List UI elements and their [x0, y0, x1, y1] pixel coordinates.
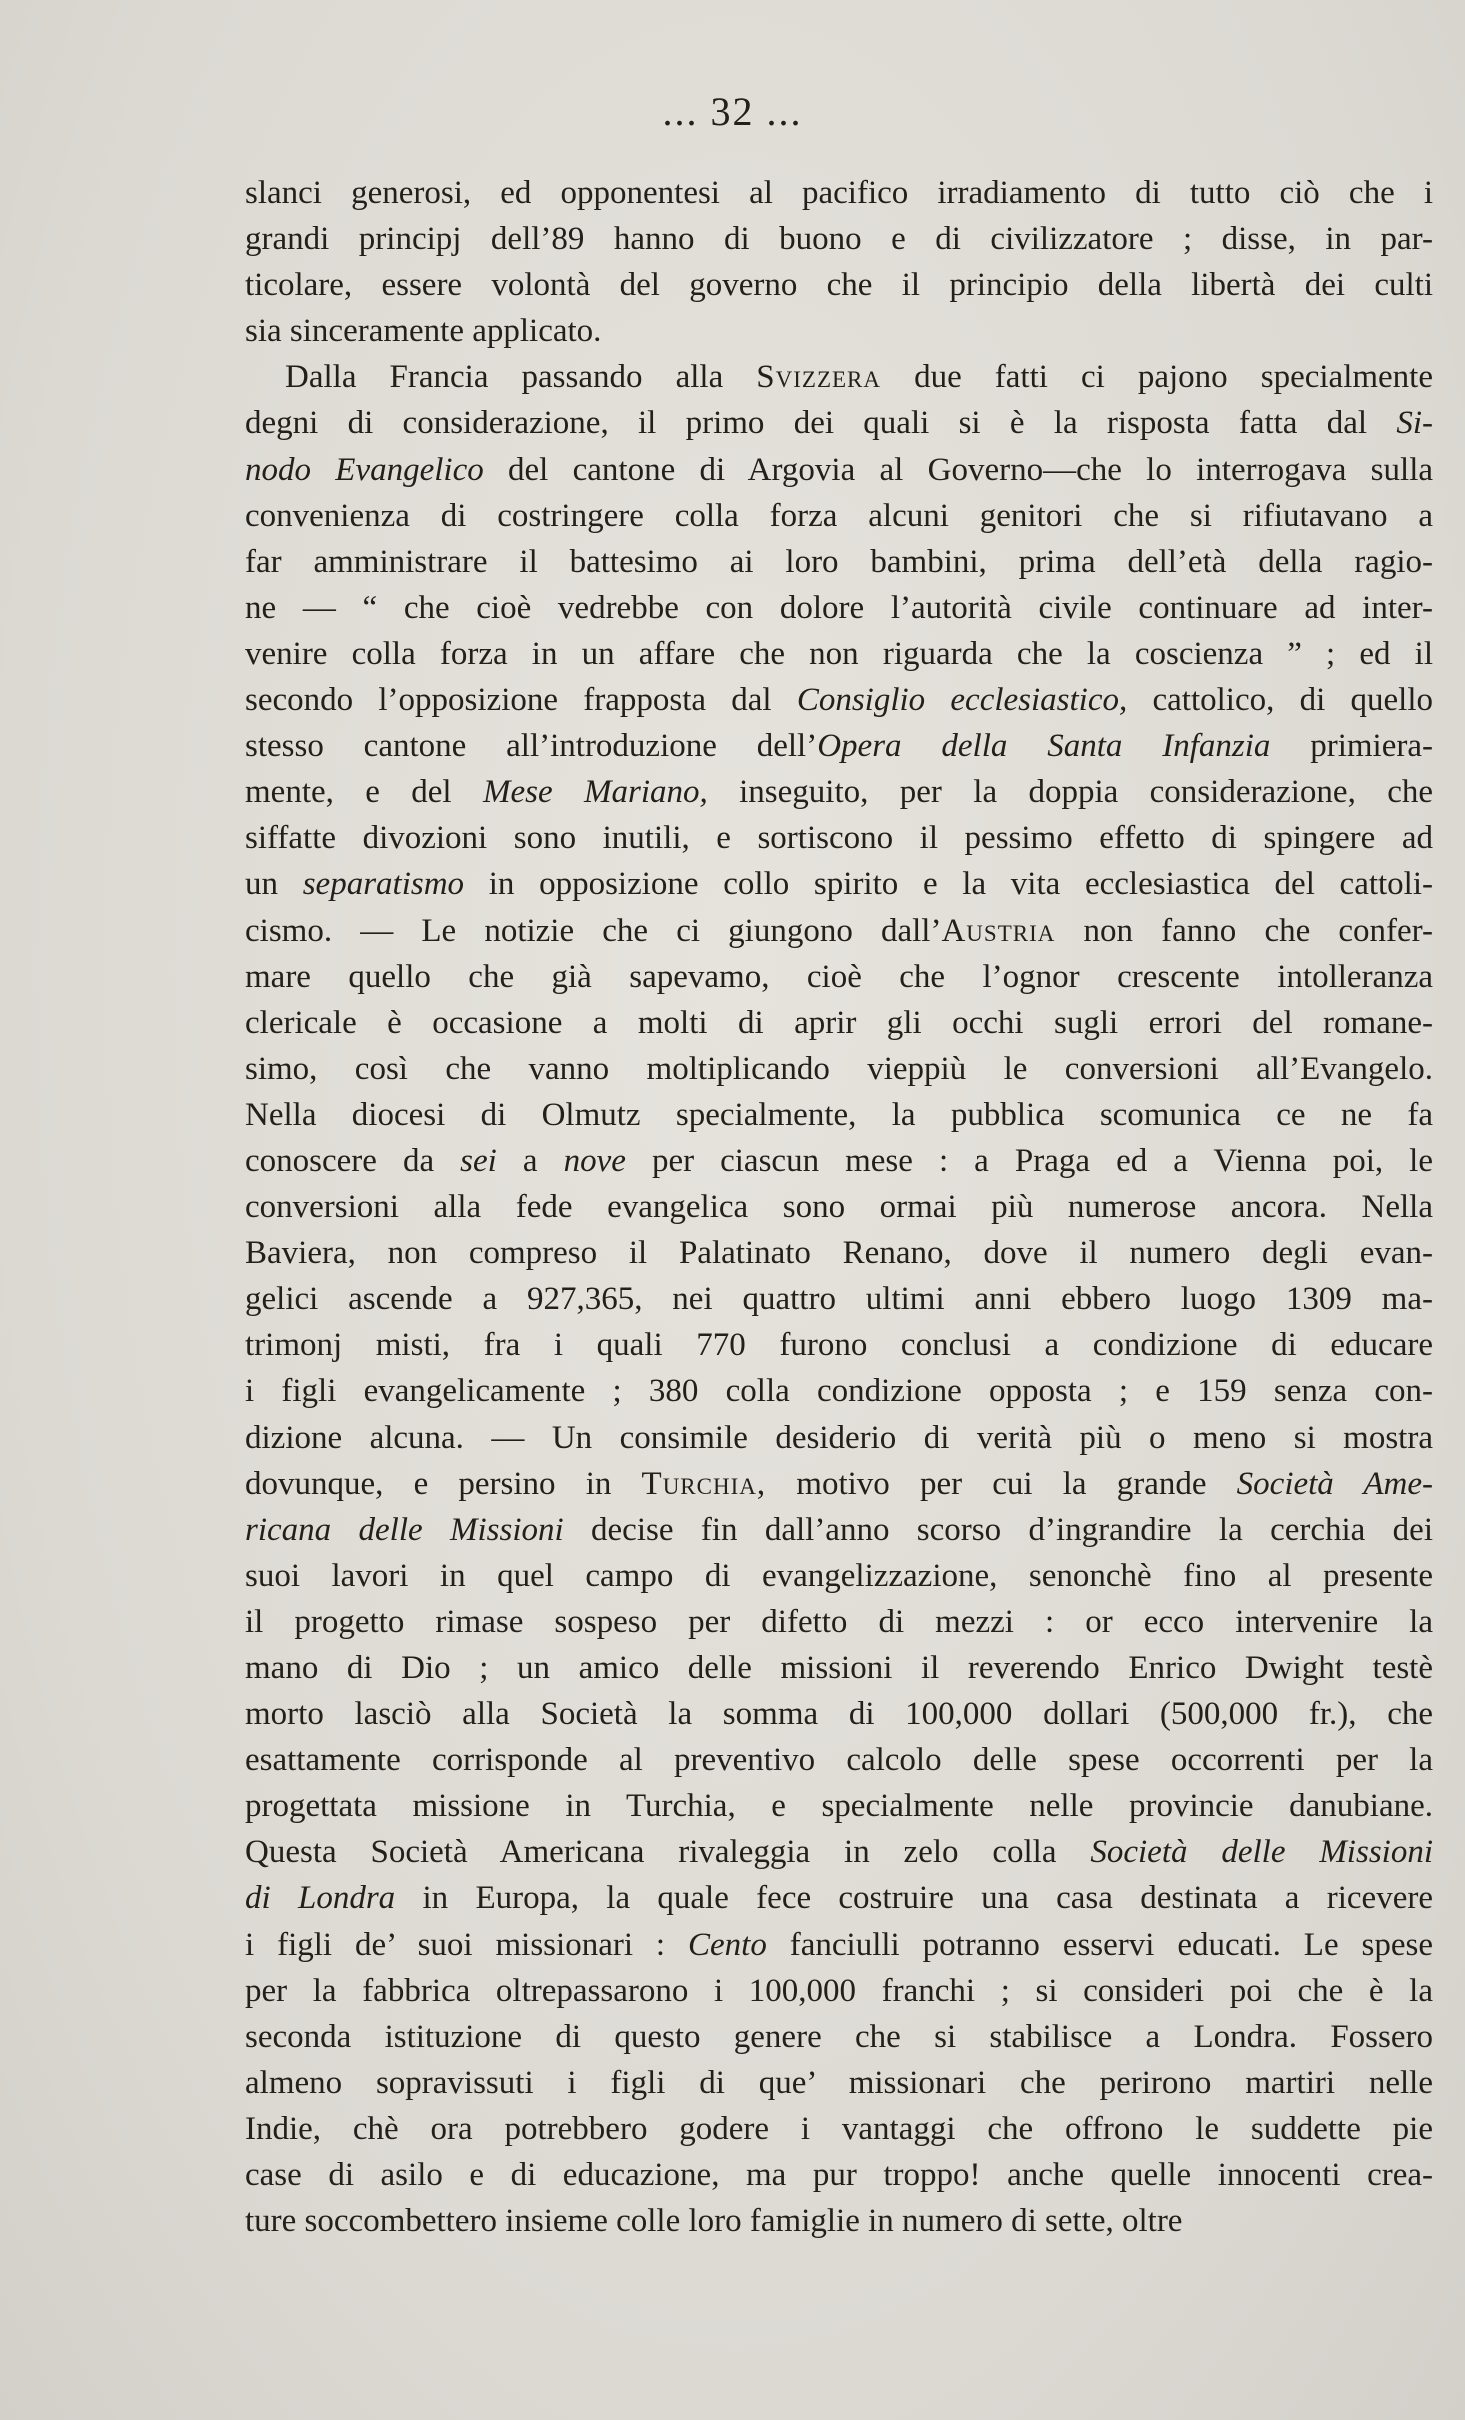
text-run: stesso cantone all’introduzione dell’	[245, 728, 818, 765]
text-run: in Europa, la quale fece costruire una casa destinata a ricevere	[395, 1880, 1433, 1917]
italic-text: nodo Evangelico	[245, 451, 484, 488]
text-run: in opposizione collo spirito e la vita ecclesiastica del cattoli-	[464, 866, 1434, 903]
text-line	[245, 1829, 1433, 1875]
text-run: non fanno che confer-	[1055, 912, 1433, 949]
italic-text: Società delle Missioni	[1090, 1834, 1434, 1871]
text-line	[245, 769, 1433, 815]
text-run: a	[496, 1142, 564, 1179]
text-line	[245, 815, 1433, 861]
text-run: slanci generosi, ed opponentesi al pacifico irradiamento di tutto ciò che i	[245, 175, 1433, 211]
text-run: convenienza di costringere colla forza alcuni genitori che si rifiutavano a	[245, 497, 1433, 534]
text-run: cattolico, di quello	[1127, 682, 1433, 719]
italic-text: Società Ame-	[1236, 1465, 1433, 1502]
text-run: gelici ascende a 927,365, nei quattro ultimi anni ebbero luogo 1309 ma-	[245, 1281, 1433, 1318]
text-run: decise fin dall’anno scorso d’ingrandire la cerchia dei	[563, 1511, 1433, 1548]
text-line	[245, 539, 1433, 585]
text-run: dizione alcuna. — Un consimile desiderio di verità più o meno si mostra	[245, 1419, 1433, 1456]
text-line	[245, 1138, 1433, 1184]
italic-text: di Londra	[245, 1880, 396, 1917]
text-run: seconda istituzione di questo genere che si stabilisce a Londra. Fossero	[245, 2018, 1433, 2055]
text-line	[245, 308, 1433, 354]
text-line	[245, 1553, 1433, 1599]
text-run: simo, così che vanno moltiplicando vieppiù le conversioni all’Evangelo.	[245, 1050, 1433, 1087]
text-line	[245, 400, 1433, 446]
text-run: far amministrare il battesimo ai loro bambini, prima dell’età della ragio-	[245, 543, 1433, 580]
text-run: Nella diocesi di Olmutz specialmente, la pubblica scomunica ce ne fa	[245, 1096, 1433, 1133]
text-line	[245, 1783, 1433, 1829]
text-run: siffatte divozioni sono inutili, e sortiscono il pessimo effetto di spingere ad	[245, 820, 1433, 857]
text-run: suoi lavori in quel campo di evangelizzazione, senonchè fino al presente	[245, 1557, 1433, 1594]
text-run: due fatti ci pajono specialmente	[881, 359, 1433, 396]
text-run: ne — “ che cioè vedrebbe con dolore l’autorità civile continuare ad inter-	[245, 589, 1433, 626]
text-line	[245, 493, 1433, 539]
text-run: ture soccombettero insieme colle loro famiglie in numero di sette, oltre	[245, 2203, 1183, 2240]
text-line	[245, 1092, 1433, 1138]
text-line	[245, 2106, 1433, 2152]
text-run: conoscere da	[245, 1142, 461, 1179]
text-run: i figli de’ suoi missionari :	[245, 1926, 688, 1963]
text-line	[245, 1922, 1433, 1968]
text-line	[245, 216, 1433, 262]
text-run: per la fabbrica oltrepassarono i 100,000 franchi ; si consideri poi che è la	[245, 1972, 1433, 2009]
text-line	[245, 447, 1433, 493]
text-run: clericale è occasione a molti di aprir gli occhi sugli errori del romane-	[245, 1004, 1433, 1041]
text-line	[245, 861, 1433, 907]
text-line	[245, 1230, 1433, 1276]
text-run: Baviera, non compreso il Palatinato Renano, dove il numero degli evan-	[245, 1235, 1433, 1272]
text-line	[245, 1415, 1433, 1461]
text-run: inseguito, per la doppia considerazione, che	[707, 774, 1433, 811]
text-run: mare quello che già sapevamo, cioè che l’ognor crescente intolleranza	[245, 958, 1433, 995]
text-line	[245, 1276, 1433, 1322]
text-line	[245, 1507, 1433, 1553]
small-caps-text: Austria	[941, 912, 1056, 949]
text-run: dovunque, e persino in	[245, 1465, 642, 1502]
text-run: Indie, chè ora potrebbero godere i vantaggi che offrono le suddette pie	[245, 2110, 1433, 2147]
italic-text: Si-	[1396, 405, 1433, 442]
text-line	[245, 1046, 1433, 1092]
text-line	[245, 1645, 1433, 1691]
text-line	[245, 1875, 1433, 1921]
text-line	[245, 1691, 1433, 1737]
text-run: conversioni alla fede evangelica sono ormai più numerose ancora. Nella	[245, 1189, 1433, 1226]
text-run: mano di Dio ; un amico delle missioni il reverendo Enrico Dwight testè	[245, 1650, 1433, 1686]
text-run: grandi principj dell’89 hanno di buono e di civilizzatore ; disse, in par-	[245, 221, 1433, 258]
italic-text: nove	[563, 1142, 626, 1179]
text-run: del cantone di Argovia al Governo—che lo interrogava sulla	[483, 451, 1434, 488]
text-line	[245, 1184, 1433, 1230]
text-run: trimonj misti, fra i quali 770 furono conclusi a condizione di educare	[245, 1327, 1433, 1364]
text-line	[245, 170, 1433, 216]
text-run: il progetto rimase sospeso per difetto di mezzi : or ecco intervenire la	[245, 1603, 1433, 1640]
italic-text: Cento	[688, 1926, 767, 1963]
small-caps-text: Svizzera	[756, 359, 882, 396]
text-line	[245, 2198, 1433, 2244]
text-line	[245, 1461, 1433, 1507]
text-run: esattamente corrisponde al preventivo calcolo delle spese occorrenti per la	[245, 1742, 1433, 1779]
text-line	[245, 631, 1433, 677]
italic-text: sei	[460, 1142, 497, 1179]
italic-text: ricana delle Missioni	[245, 1511, 564, 1548]
small-caps-text: Turchia,	[641, 1465, 767, 1502]
text-line	[245, 2060, 1433, 2106]
text-line	[245, 1968, 1433, 2014]
text-run: per ciascun mese : a Praga ed a Vienna poi, le	[625, 1142, 1433, 1179]
text-line	[245, 1368, 1433, 1414]
text-line	[245, 1000, 1433, 1046]
text-run: motivo per cui la grande	[766, 1465, 1237, 1502]
text-run: ticolare, essere volontà del governo che il principio della libertà dei culti	[245, 267, 1433, 304]
text-run: cismo. — Le notizie che ci giungono dall’	[245, 912, 942, 949]
text-run: morto lasciò alla Società la somma di 100,000 dollari (500,000 fr.), che	[245, 1696, 1433, 1733]
text-run: Dalla Francia passando alla	[285, 359, 757, 396]
text-line	[245, 1599, 1433, 1645]
text-line	[245, 262, 1433, 308]
italic-text: Mese Mariano,	[482, 774, 708, 811]
text-run: progettata missione in Turchia, e specialmente nelle provincie danubiane.	[245, 1788, 1433, 1825]
text-run: sia sinceramente applicato.	[245, 313, 602, 350]
text-run: Questa Società Americana rivaleggia in zelo colla	[245, 1834, 1091, 1871]
italic-text: Consiglio ecclesiastico,	[796, 682, 1128, 719]
text-run: i figli evangelicamente ; 380 colla condizione opposta ; e 159 senza con-	[245, 1373, 1433, 1410]
text-run: secondo l’opposizione frapposta dal	[245, 682, 797, 719]
text-run: fanciulli potranno esservi educati. Le spese	[766, 1926, 1433, 1963]
text-line	[245, 1322, 1433, 1368]
body-text	[245, 170, 1433, 2244]
italic-text: Opera della Santa Infanzia	[817, 728, 1271, 765]
text-line	[245, 2152, 1433, 2198]
text-run: un	[245, 866, 303, 903]
text-line	[245, 585, 1433, 631]
text-line	[245, 354, 1433, 400]
text-line	[245, 908, 1433, 954]
text-line	[245, 723, 1433, 769]
page-number: ... 32 ...	[662, 89, 803, 134]
text-run: venire colla forza in un affare che non riguarda che la coscienza ” ; ed il	[245, 635, 1433, 672]
text-line	[245, 954, 1433, 1000]
text-run: primiera-	[1270, 728, 1433, 765]
text-run: mente, e del	[245, 774, 483, 811]
text-line	[245, 677, 1433, 723]
text-run: degni di considerazione, il primo dei quali si è la risposta fatta dal	[245, 405, 1397, 442]
text-line	[245, 2014, 1433, 2060]
italic-text: separatismo	[302, 866, 465, 903]
text-run: almeno sopravissuti i figli di que’ missionari che perirono martiri nelle	[245, 2064, 1433, 2101]
text-line	[245, 1737, 1433, 1783]
text-run: case di asilo e di educazione, ma pur troppo! anche quelle innocenti crea-	[245, 2157, 1433, 2194]
